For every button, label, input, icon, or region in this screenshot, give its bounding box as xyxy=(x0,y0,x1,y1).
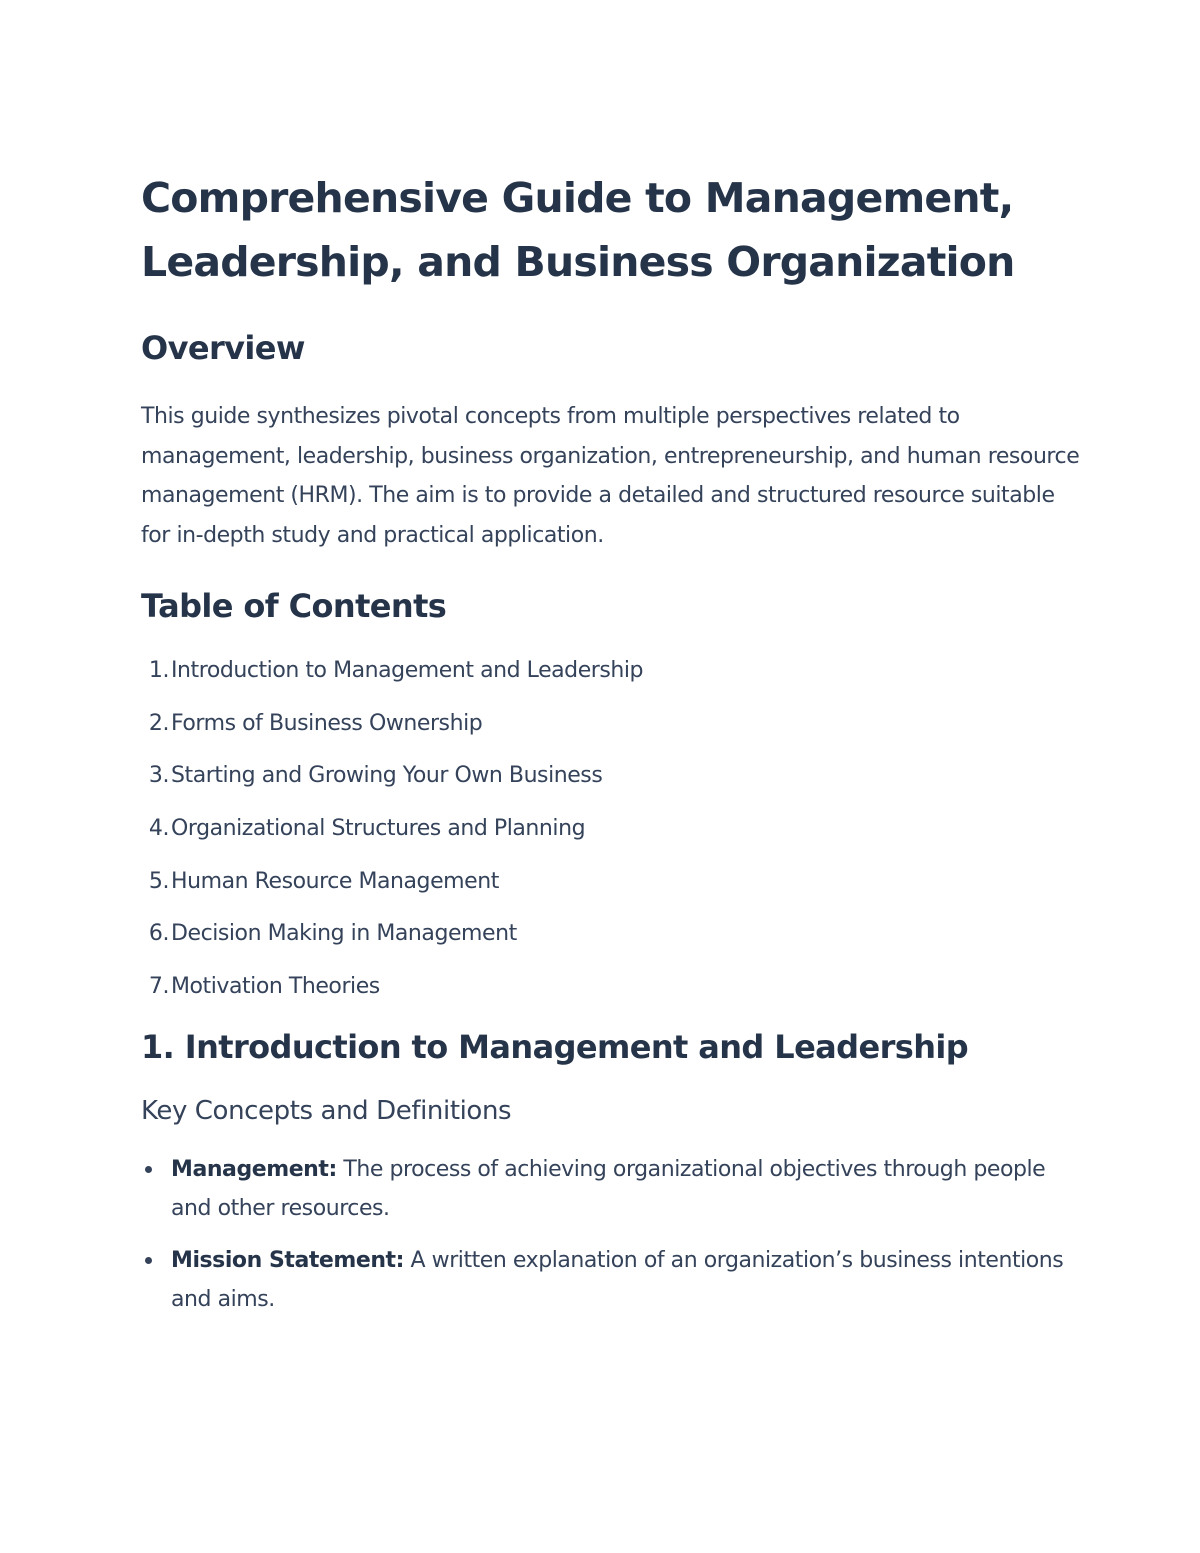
toc-item-label: Starting and Growing Your Own Business xyxy=(171,763,603,789)
definition-term: Management: xyxy=(171,1156,337,1182)
document-title: Comprehensive Guide to Management, Leadership, and Business Organization xyxy=(141,174,1015,286)
key-concepts-subheading: Key Concepts and Definitions xyxy=(141,1095,512,1126)
toc-item-number: 4. xyxy=(148,816,169,842)
toc-item-label: Introduction to Management and Leadership xyxy=(171,658,644,683)
toc-item[interactable] xyxy=(141,709,1081,739)
bullet-icon xyxy=(145,1257,152,1264)
toc-item[interactable] xyxy=(141,656,1081,686)
definition-text: The process of achieving organizational objectives through people and other resources. xyxy=(171,1156,1046,1222)
section-1-heading: 1. Introduction to Management and Leadership xyxy=(141,1027,969,1066)
toc-heading: Table of Contents xyxy=(141,587,447,625)
toc-item-number: 2. xyxy=(148,710,169,736)
toc-item[interactable] xyxy=(141,761,1081,791)
toc-item-number: 7. xyxy=(148,974,169,1000)
list-item xyxy=(141,1150,1081,1229)
document-page xyxy=(141,166,1081,1332)
toc-item-label: Forms of Business Ownership xyxy=(171,710,483,736)
table-of-contents xyxy=(141,656,1081,1002)
toc-item[interactable] xyxy=(141,972,1081,1002)
definition-text: A written explanation of an organization’s business intentions and aims. xyxy=(171,1247,1064,1313)
bullet-icon xyxy=(145,1166,152,1173)
toc-item-label: Decision Making in Management xyxy=(171,921,517,947)
toc-item-label: Human Resource Management xyxy=(171,868,499,894)
definitions-list xyxy=(141,1150,1081,1320)
toc-item[interactable] xyxy=(141,867,1081,897)
toc-item-label: Organizational Structures and Planning xyxy=(171,816,586,842)
toc-item-label: Motivation Theories xyxy=(171,974,380,1000)
overview-paragraph: This guide synthesizes pivotal concepts from multiple perspectives related to management, leadership, business organization, entrepreneurship, and human resource management (HRM). The aim is to provide a detailed and structured resource suitable for in-depth study and practical application. xyxy=(141,404,1080,548)
overview-heading: Overview xyxy=(141,329,305,367)
toc-item-number: 1. xyxy=(148,658,169,683)
toc-item[interactable] xyxy=(141,814,1081,844)
toc-item-number: 5. xyxy=(148,868,169,894)
toc-item-number: 6. xyxy=(148,921,169,947)
list-item xyxy=(141,1241,1081,1320)
toc-item-number: 3. xyxy=(148,763,169,789)
definition-term: Mission Statement: xyxy=(171,1247,404,1273)
toc-item[interactable] xyxy=(141,919,1081,949)
